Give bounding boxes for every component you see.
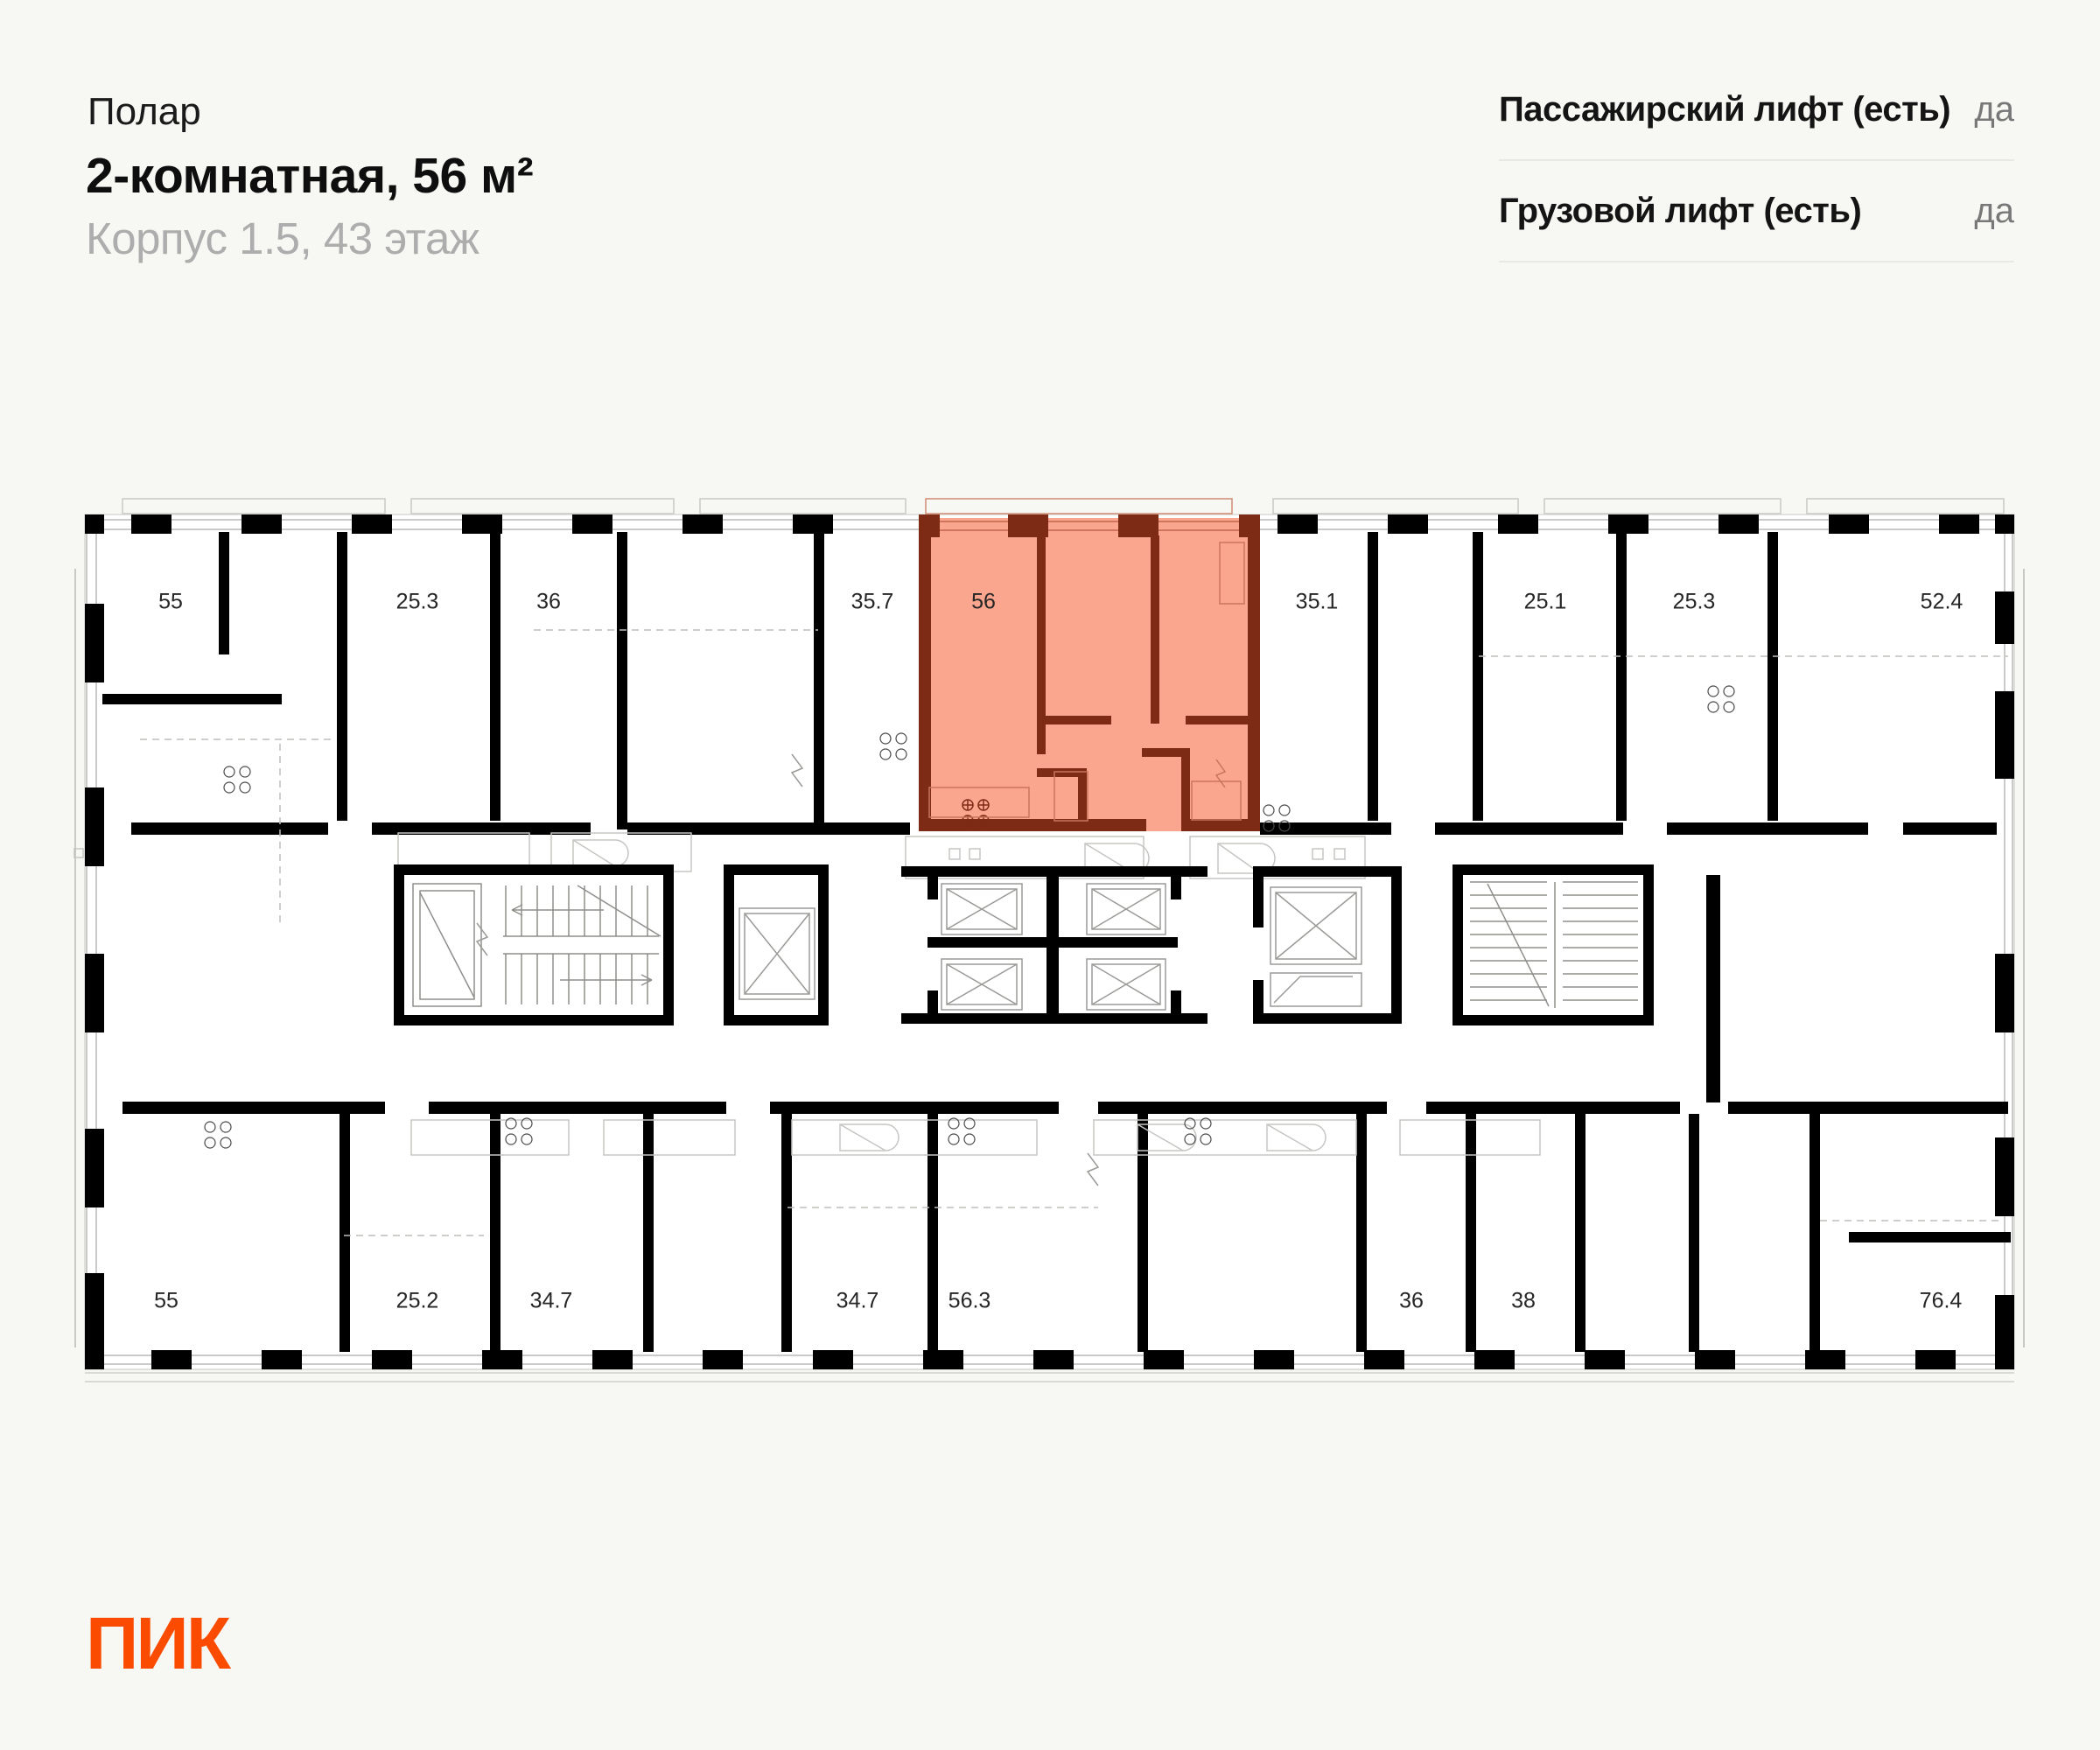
elevator-shaft-icon [942,884,1022,934]
unit-area-label: 34.7 [836,1288,879,1313]
page-subtitle: Корпус 1.5, 43 этаж [86,214,480,263]
unit-area-label: 35.1 [1295,589,1339,614]
highlighted-unit-area-label: 56 [971,589,996,614]
lift-row-label: Грузовой лифт (есть) [1499,191,1862,230]
page-title: 2-комнатная, 56 м² [86,148,534,204]
unit-area-label: 52.4 [1920,589,1964,614]
lift-row-value: да [1974,89,2014,129]
unit-area-label: 36 [536,589,561,614]
unit-area-label: 76.4 [1919,1288,1963,1313]
unit-area-label: 56.3 [948,1288,991,1313]
lift-row-value: да [1974,191,2014,230]
unit-area-label: 38 [1511,1288,1536,1313]
elevator-shaft-icon [1087,959,1166,1010]
highlighted-unit-56[interactable] [919,518,1260,831]
lift-row-label: Пассажирский лифт (есть) [1499,89,1951,129]
balcony-outlines [122,499,2004,514]
unit-area-label: 55 [154,1288,178,1313]
elevator-shaft-icon [942,959,1022,1010]
unit-area-label: 25.3 [1672,589,1716,614]
unit-area-label: 36 [1399,1288,1424,1313]
project-name: Полар [88,90,201,133]
unit-area-label: 55 [158,589,183,614]
unit-area-label: 25.1 [1523,589,1567,614]
unit-area-label: 35.7 [850,589,894,614]
unit-area-label: 25.3 [396,589,439,614]
pik-logo: ПИК [86,1602,229,1684]
elevator-core [901,866,1208,1024]
elevator-shaft-icon [1087,884,1166,934]
unit-area-label: 34.7 [529,1288,573,1313]
unit-area-label: 25.2 [396,1288,439,1313]
